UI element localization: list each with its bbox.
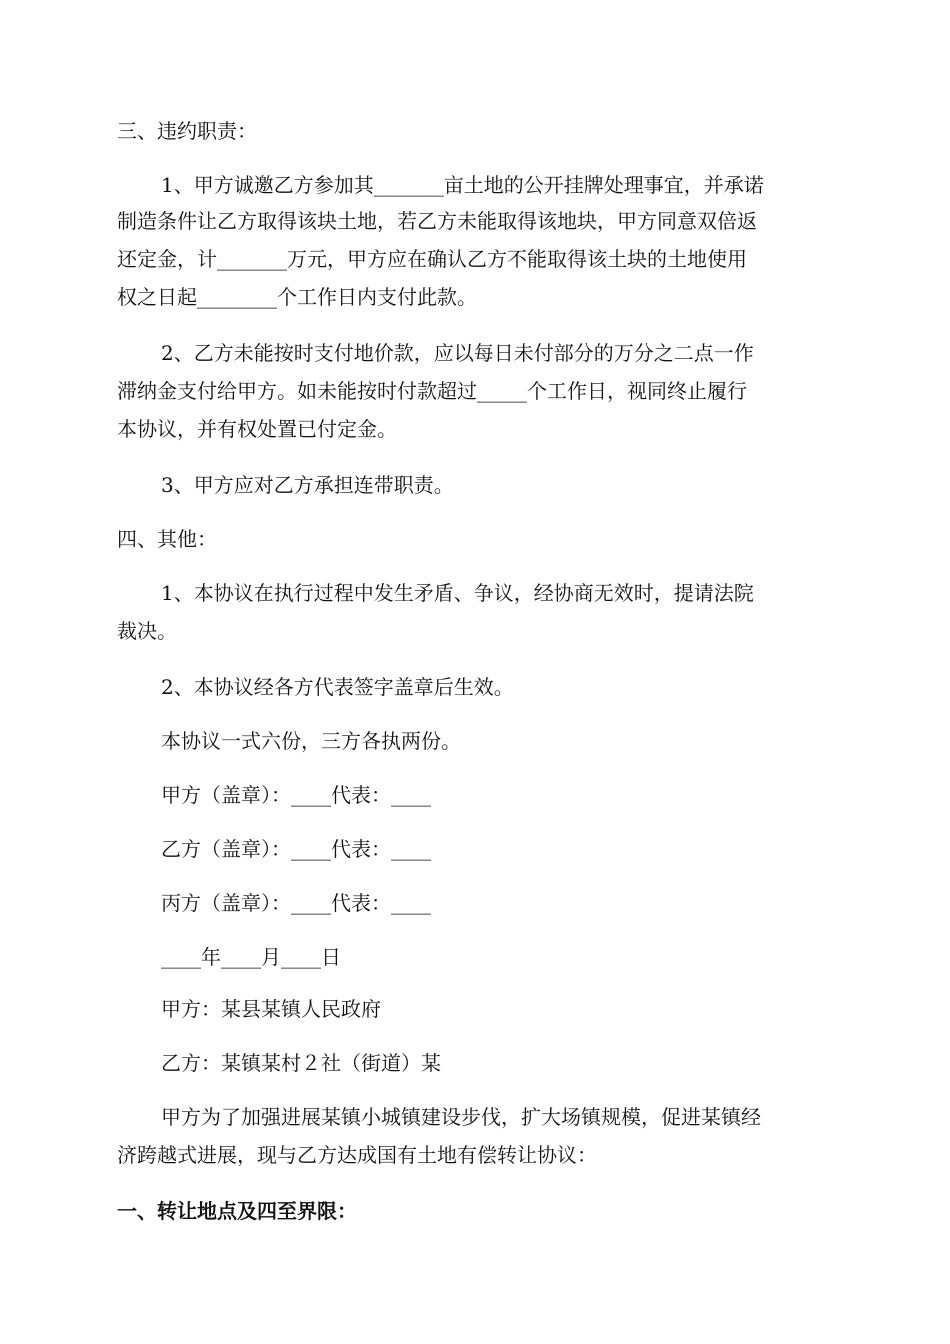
paragraph-line: 权之日起________个工作日内支付此款。 bbox=[117, 285, 477, 309]
party-a-name: 甲方：某县某镇人民政府 bbox=[161, 997, 381, 1021]
paragraph-line: 2、乙方未能按时支付地价款，应以每日未付部分的万分之二点一作 bbox=[161, 341, 754, 365]
paragraph-line: 还定金，计_______万元，甲方应在确认乙方不能取得该土块的土地使用 bbox=[117, 247, 747, 271]
section-heading-other: 四、其他： bbox=[117, 527, 217, 551]
paragraph-line: 2、本协议经各方代表签字盖章后生效。 bbox=[161, 675, 514, 699]
signature-line-party-a: 甲方（盖章）：____代表：____ bbox=[161, 783, 431, 807]
signature-line-party-b: 乙方（盖章）：____代表：____ bbox=[161, 837, 431, 861]
section-heading-breach: 三、违约职责： bbox=[117, 119, 257, 143]
signature-line-party-c: 丙方（盖章）：____代表：____ bbox=[161, 891, 431, 915]
paragraph-line: 3、甲方应对乙方承担连带职责。 bbox=[161, 473, 454, 497]
paragraph-line: 本协议，并有权处置已付定金。 bbox=[117, 417, 397, 441]
party-b-name: 乙方：某镇某村２社（街道）某 bbox=[161, 1051, 441, 1075]
intro-paragraph-line: 济跨越式进展，现与乙方达成国有土地有偿转让协议： bbox=[117, 1143, 597, 1167]
paragraph-line: 1、甲方诚邀乙方参加其_______亩土地的公开挂牌处理事宜，并承诺 bbox=[161, 173, 764, 197]
date-line: ____年____月____日 bbox=[161, 945, 341, 969]
copies-statement: 本协议一式六份，三方各执两份。 bbox=[161, 729, 461, 753]
paragraph-line: 滞纳金支付给甲方。如未能按时付款超过_____个工作日，视同终止履行 bbox=[117, 379, 747, 403]
section-heading-transfer-location: 一、转让地点及四至界限： bbox=[117, 1199, 357, 1223]
paragraph-line: 裁决。 bbox=[117, 619, 177, 643]
paragraph-line: 1、本协议在执行过程中发生矛盾、争议，经协商无效时，提请法院 bbox=[161, 581, 754, 605]
paragraph-line: 制造条件让乙方取得该块土地，若乙方未能取得该地块，甲方同意双倍返 bbox=[117, 209, 757, 233]
intro-paragraph-line: 甲方为了加强进展某镇小城镇建设步伐，扩大场镇规模，促进某镇经 bbox=[161, 1105, 761, 1129]
